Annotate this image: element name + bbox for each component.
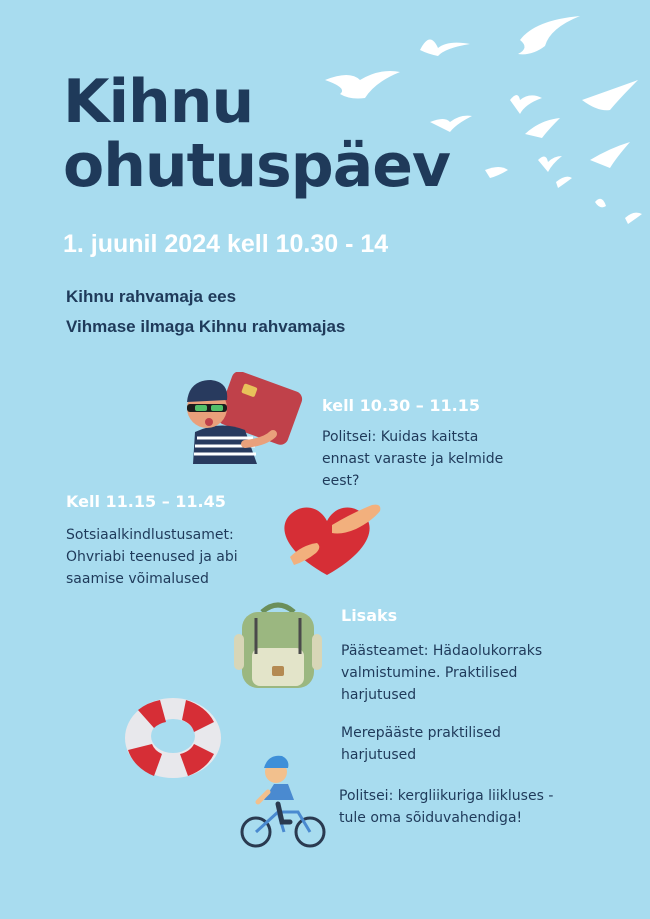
extra-item-1 xyxy=(341,640,542,706)
session-2-line-3: saamise võimalused xyxy=(66,571,209,587)
session-1-description xyxy=(322,426,503,492)
title-line-1: Kihnu xyxy=(63,67,254,137)
session-2-line-1: Sotsiaalkindlustusamet: xyxy=(66,527,234,543)
extra-item-3-line-2: tule oma sõiduvahendiga! xyxy=(339,810,523,826)
session-1-line-2: ennast varaste ja kelmide xyxy=(322,451,504,467)
extra-item-2-line-1: Merepääste praktilised xyxy=(341,725,501,741)
extra-item-1-line-2: valmistumine. Praktilised xyxy=(341,665,518,681)
extra-item-3 xyxy=(339,785,553,829)
heart-hands-icon xyxy=(272,495,387,580)
session-2-line-2: Ohvriabi teenused ja abi xyxy=(66,549,238,565)
session-1-line-1: Politsei: Kuidas kaitsta xyxy=(322,429,479,445)
location-line-1: Kihnu rahvamaja ees xyxy=(66,287,237,306)
session-1-time: kell 10.30 – 11.15 xyxy=(322,396,480,415)
extra-item-2 xyxy=(341,722,501,766)
extra-item-1-line-1: Päästeamet: Hädaolukorraks xyxy=(341,643,543,659)
extra-item-1-line-3: harjutused xyxy=(341,687,417,703)
page-title xyxy=(63,67,451,201)
extra-item-2-line-2: harjutused xyxy=(341,747,417,763)
extra-item-3-line-1: Politsei: kergliikuriga liikluses - xyxy=(339,788,554,804)
location-line-2: Vihmase ilmaga Kihnu rahvamajas xyxy=(66,317,346,336)
session-2-time: Kell 11.15 – 11.45 xyxy=(66,492,226,511)
title-line-2: ohutuspäev xyxy=(63,131,451,201)
lifebuoy-icon xyxy=(118,688,228,788)
extra-heading: Lisaks xyxy=(341,606,398,625)
cyclist-icon xyxy=(238,752,328,852)
session-1-line-3: eest? xyxy=(322,473,360,489)
session-2-description xyxy=(66,524,238,590)
thief-icon xyxy=(175,372,305,472)
event-date: 1. juunil 2024 kell 10.30 - 14 xyxy=(63,230,389,258)
backpack-icon xyxy=(232,600,324,692)
